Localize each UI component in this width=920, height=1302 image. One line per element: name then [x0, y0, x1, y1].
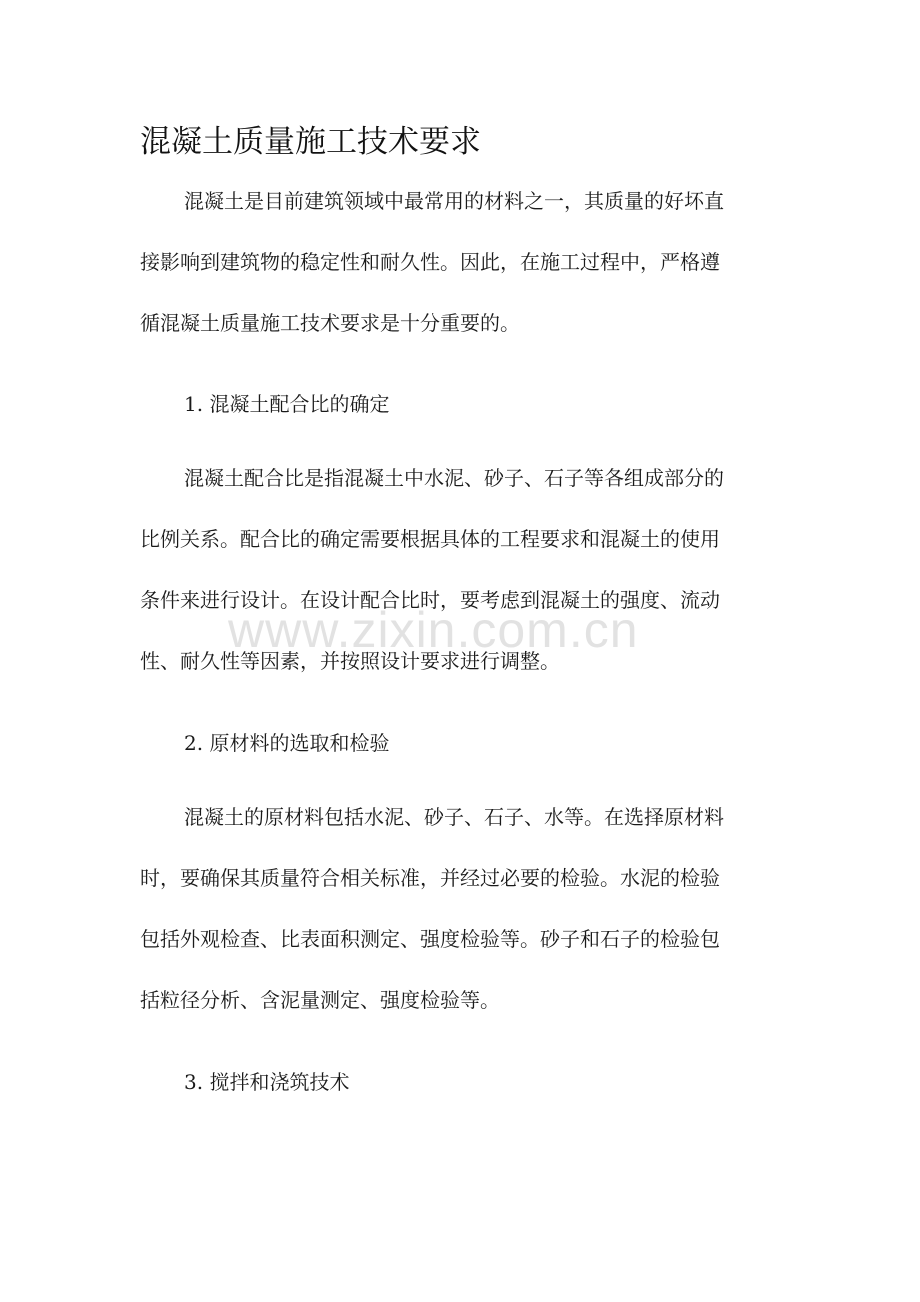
- section-heading-2: 2. 原材料的选取和检验: [184, 731, 390, 755]
- section-heading-3: 3. 搅拌和浇筑技术: [184, 1070, 350, 1094]
- paragraph-line: 时，要确保其质量符合相关标准，并经过必要的检验。水泥的检验: [140, 866, 720, 890]
- intro-paragraph: [140, 171, 780, 354]
- section-1-paragraph: [140, 448, 780, 692]
- paragraph-line: 括粒径分析、含泥量测定、强度检验等。: [140, 988, 500, 1012]
- paragraph-line: 性、耐久性等因素，并按照设计要求进行调整。: [140, 649, 560, 673]
- paragraph-line: 比例关系。配合比的确定需要根据具体的工程要求和混凝土的使用: [140, 527, 720, 551]
- paragraph-line: 混凝土是目前建筑领域中最常用的材料之一，其质量的好坏直: [184, 189, 724, 213]
- paragraph-line: 循混凝土质量施工技术要求是十分重要的。: [140, 311, 520, 335]
- document-title: 混凝土质量施工技术要求: [140, 124, 481, 160]
- section-heading-1: 1. 混凝土配合比的确定: [184, 392, 390, 416]
- paragraph-line: 混凝土的原材料包括水泥、砂子、石子、水等。在选择原材料: [184, 805, 724, 829]
- section-2-paragraph: [140, 787, 780, 1031]
- paragraph-line: 接影响到建筑物的稳定性和耐久性。因此，在施工过程中，严格遵: [140, 250, 720, 274]
- paragraph-line: 混凝土配合比是指混凝土中水泥、砂子、石子等各组成部分的: [184, 466, 724, 490]
- paragraph-line: 条件来进行设计。在设计配合比时，要考虑到混凝土的强度、流动: [140, 588, 720, 612]
- paragraph-line: 包括外观检查、比表面积测定、强度检验等。砂子和石子的检验包: [140, 927, 720, 951]
- watermark: www.zixin.com.cn: [228, 602, 639, 658]
